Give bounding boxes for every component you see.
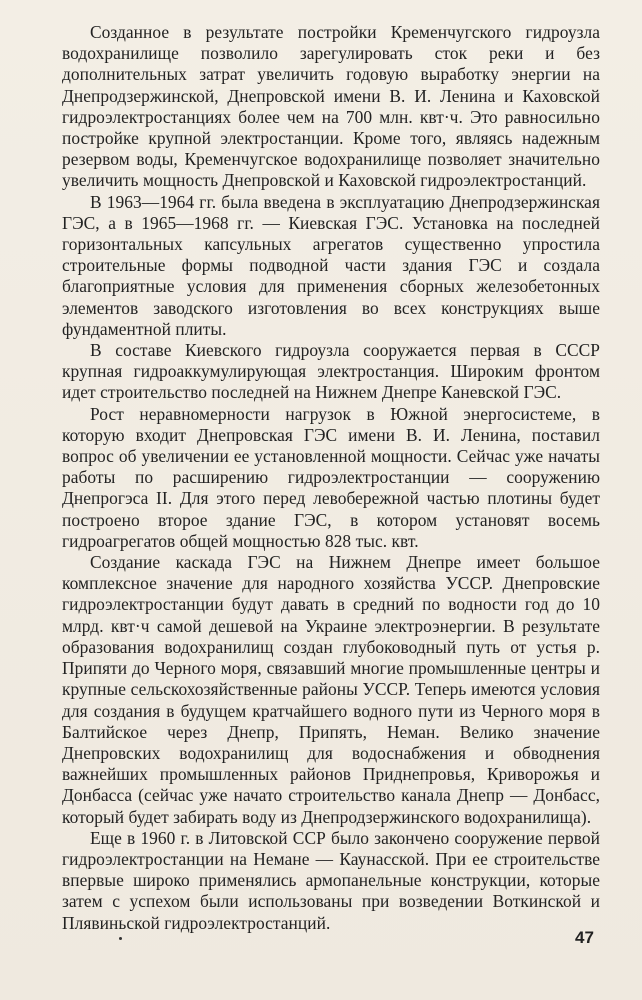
page-number: 47	[575, 928, 594, 947]
paragraph-dneproges-ii: Рост неравномерности нагрузок в Южной энергосистеме, в которую входит Днепровская ГЭС имени В. И. Ленина, поставил вопрос об увеличении ее установленной мощности. Сейчас уже начаты работы по расширению гидроэлектростанции — сооружению Днепрогэса II. Для этого перед левобережной частью плотины будет построено второе здание ГЭС, в котором установят восемь гидроагрегатов общей мощностью 828 тыс. квт.	[62, 403, 600, 551]
paragraph-dneprodzerzhinsk-kiev: В 1963—1964 гг. была введена в эксплуатацию Днепродзержинская ГЭС, а в 1965—1968 гг. — Киевская ГЭС. Установка на последней горизонтальных капсульных агрегатов существенно упростила строительные формы подводной части здания ГЭС и создала благоприятные условия для применения сборных железобетонных элементов заводского изготовления во всех конструкциях выше фундаментной плиты.	[62, 191, 600, 339]
print-speck	[119, 937, 122, 940]
paragraph-kremenchug: Созданное в результате постройки Кременчугского гидроузла водохранилище позволило зарегулировать сток реки и без дополнительных затрат увеличить годовую выработку энергии на Днепродзержинской, Днепровской имени В. И. Ленина и Каховской гидроэлектростанциях более чем на 700 млн. квт·ч. Это равносильно постройке крупной электростанции. Кроме того, являясь надежным резервом воды, Кременчугское водохранилище позволяет значительно увеличить мощность Днепровской и Каховской гидроэлектростанций.	[62, 22, 600, 191]
paragraph-kiev-pumped-storage: В составе Киевского гидроузла сооружается первая в СССР крупная гидроаккумулирующая электростанция. Широким фронтом идет строительство последней на Нижнем Днепре Каневской ГЭС.	[62, 340, 600, 403]
paragraph-kaunas: Еще в 1960 г. в Литовской ССР было закончено сооружение первой гидроэлектростанции на Немане — Каунасской. При ее строительстве впервые широко применялись армопанельные конструкции, которые затем с успехом были использованы при возведении Воткинской и Плявиньской гидроэлектростанций.	[62, 827, 600, 933]
paragraph-cascade-significance: Создание каскада ГЭС на Нижнем Днепре имеет большое комплексное значение для народного хозяйства УССР. Днепровские гидроэлектростанции будут давать в средний по водности год до 10 млрд. квт·ч самой дешевой на Украине электроэнергии. В результате образования водохранилищ создан глубоководный путь от устья р. Припяти до Черного моря, связавший многие промышленные центры и крупные сельскохозяйственные районы УССР. Теперь имеются условия для создания в будущем кратчайшего водного пути из Черного моря в Балтийское через Днепр, Припять, Неман. Велико значение Днепровских водохранилищ для водоснабжения и обводнения важнейших промышленных районов Приднепровья, Криворожья и Донбасса (сейчас уже начато строительство канала Днепр — Донбасс, который будет забирать воду из Днепродзержинского водохранилища).	[62, 552, 600, 827]
body-text	[62, 22, 600, 934]
